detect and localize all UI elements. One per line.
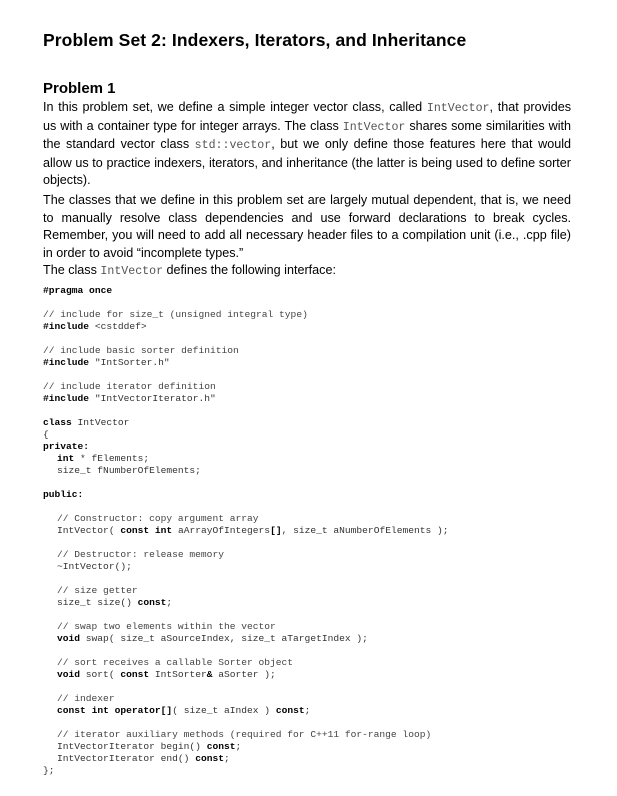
code-ctor <box>57 525 449 537</box>
semicolon: ; <box>166 597 173 608</box>
intvector-code-2: IntVector <box>342 120 406 134</box>
interface-text-1: The class <box>43 263 101 277</box>
comment: // include basic sorter definition <box>43 345 239 356</box>
const-keyword: const <box>120 525 150 536</box>
void-keyword: void <box>57 633 81 644</box>
include-keyword: #include <box>43 357 90 368</box>
class-name: IntVector <box>71 417 130 428</box>
dtor-decl: ~IntVector(); <box>57 561 132 572</box>
ctor-part: IntVector( <box>57 525 121 536</box>
code-end <box>57 753 230 765</box>
include-target: "IntSorter.h" <box>89 357 170 368</box>
code-comment-size <box>57 585 138 597</box>
swap-decl: swap( size_t aSourceIndex, size_t aTargetIndex ); <box>80 633 368 644</box>
code-dtor <box>57 561 132 573</box>
intro-text-4: , but we only define those features here that would allow us to practice indexers, iterators, and inheritance (the latter is being used to define sorter objects). <box>43 137 572 188</box>
intro-paragraph <box>43 99 571 190</box>
end-decl: IntVectorIterator end() <box>57 753 196 764</box>
include-keyword: #include <box>43 321 90 332</box>
std-vector-code: std::vector <box>194 139 272 153</box>
code-comment-iter-aux <box>57 729 431 741</box>
code-comment-indexer <box>57 693 115 705</box>
code-begin <box>57 741 241 753</box>
intro-text-3: shares some similarities with the standard vector class <box>43 118 571 152</box>
code-private <box>43 441 89 453</box>
field-decl: * fElements; <box>74 453 150 464</box>
const-keyword: const <box>120 669 150 680</box>
code-comment-sorter <box>43 345 239 357</box>
code-comment-dtor <box>57 549 224 561</box>
comment: // include iterator definition <box>43 381 216 392</box>
page-title: Problem Set 2: Indexers, Iterators, and Inheritance <box>43 30 467 50</box>
semicolon: ; <box>304 705 311 716</box>
void-keyword: void <box>57 669 81 680</box>
code-swap <box>57 633 368 645</box>
comment: // sort receives a callable Sorter object <box>57 657 294 668</box>
class-keyword: class <box>43 417 72 428</box>
brace: { <box>43 429 49 440</box>
intvector-code-3: IntVector <box>100 265 164 278</box>
size-decl: size_t size() <box>57 597 138 608</box>
code-field-elements <box>57 453 149 465</box>
code-include-iterator <box>43 393 216 405</box>
interface-text-2: defines the following interface: <box>163 263 336 277</box>
int-keyword: int <box>57 453 75 464</box>
code-field-count <box>57 465 201 477</box>
private-keyword: private: <box>43 441 90 452</box>
comment: // iterator auxiliary methods (required for C++11 for-range loop) <box>57 729 432 740</box>
code-size <box>57 597 172 609</box>
comment: // swap two elements within the vector <box>57 621 276 632</box>
const-keyword: const <box>195 753 224 764</box>
code-comment-sort <box>57 657 293 669</box>
intvector-code-1: IntVector <box>426 102 490 115</box>
field-decl: size_t fNumberOfElements; <box>57 465 201 476</box>
include-target: "IntVectorIterator.h" <box>89 393 216 404</box>
const-keyword: const <box>137 597 167 608</box>
semicolon: ; <box>235 741 242 752</box>
reference-amp: & <box>206 669 213 680</box>
const-keyword: const <box>57 705 86 716</box>
public-keyword: public: <box>43 489 84 500</box>
code-indexer <box>57 705 310 717</box>
brace: }; <box>43 765 55 776</box>
comment: // include for size_t (unsigned integral type) <box>43 309 308 320</box>
intro-text-1: In this problem set, we define a simple integer vector class, called <box>43 100 427 114</box>
comment: // size getter <box>57 585 138 596</box>
operator-keyword: operator[] <box>114 705 173 716</box>
comment: // Destructor: release memory <box>57 549 224 560</box>
code-close-brace <box>43 765 55 777</box>
int-keyword: int <box>154 525 173 536</box>
include-keyword: #include <box>43 393 90 404</box>
code-class-decl <box>43 417 129 429</box>
int-keyword: int <box>91 705 109 716</box>
intro-text-2: , that provides us with a container type for integer arrays. The class <box>43 100 572 133</box>
sort-decl: aSorter ); <box>212 669 276 680</box>
interface-paragraph <box>43 262 571 281</box>
sort-decl: sort( <box>80 669 121 680</box>
code-public <box>43 489 83 501</box>
semicolon: ; <box>223 753 230 764</box>
comment: // indexer <box>57 693 115 704</box>
dependency-paragraph: The classes that we define in this problem set are largely mutual dependent, that is, we need to manually resolve class dependencies and use forward declarations to break cycles. Remember, you will need to add all necessary header files to a compilation unit (i.e., .cpp file) in order to avoid “incomplete types.” <box>43 193 571 260</box>
problem-heading: Problem 1 <box>43 80 116 97</box>
code-comment-swap <box>57 621 276 633</box>
ctor-part: , size_t aNumberOfElements ); <box>281 525 449 536</box>
code-include-sorter <box>43 357 170 369</box>
indexer-decl: ( size_t aIndex ) <box>172 705 276 716</box>
const-keyword: const <box>206 741 236 752</box>
code-comment-iterator <box>43 381 216 393</box>
array-brackets: [] <box>270 525 282 536</box>
ctor-part: aArrayOfIntegers <box>172 525 271 536</box>
const-keyword: const <box>275 705 305 716</box>
comment: // Constructor: copy argument array <box>57 513 259 524</box>
code-sort <box>57 669 276 681</box>
include-target: <cstddef> <box>89 321 147 332</box>
code-comment-cstddef <box>43 309 308 321</box>
code-comment-ctor <box>57 513 259 525</box>
code-include-cstddef <box>43 321 147 333</box>
code-open-brace <box>43 429 49 441</box>
pragma-directive: #pragma once <box>43 285 113 296</box>
sort-decl: IntSorter <box>149 669 207 680</box>
code-pragma <box>43 285 112 297</box>
begin-decl: IntVectorIterator begin() <box>57 741 207 752</box>
